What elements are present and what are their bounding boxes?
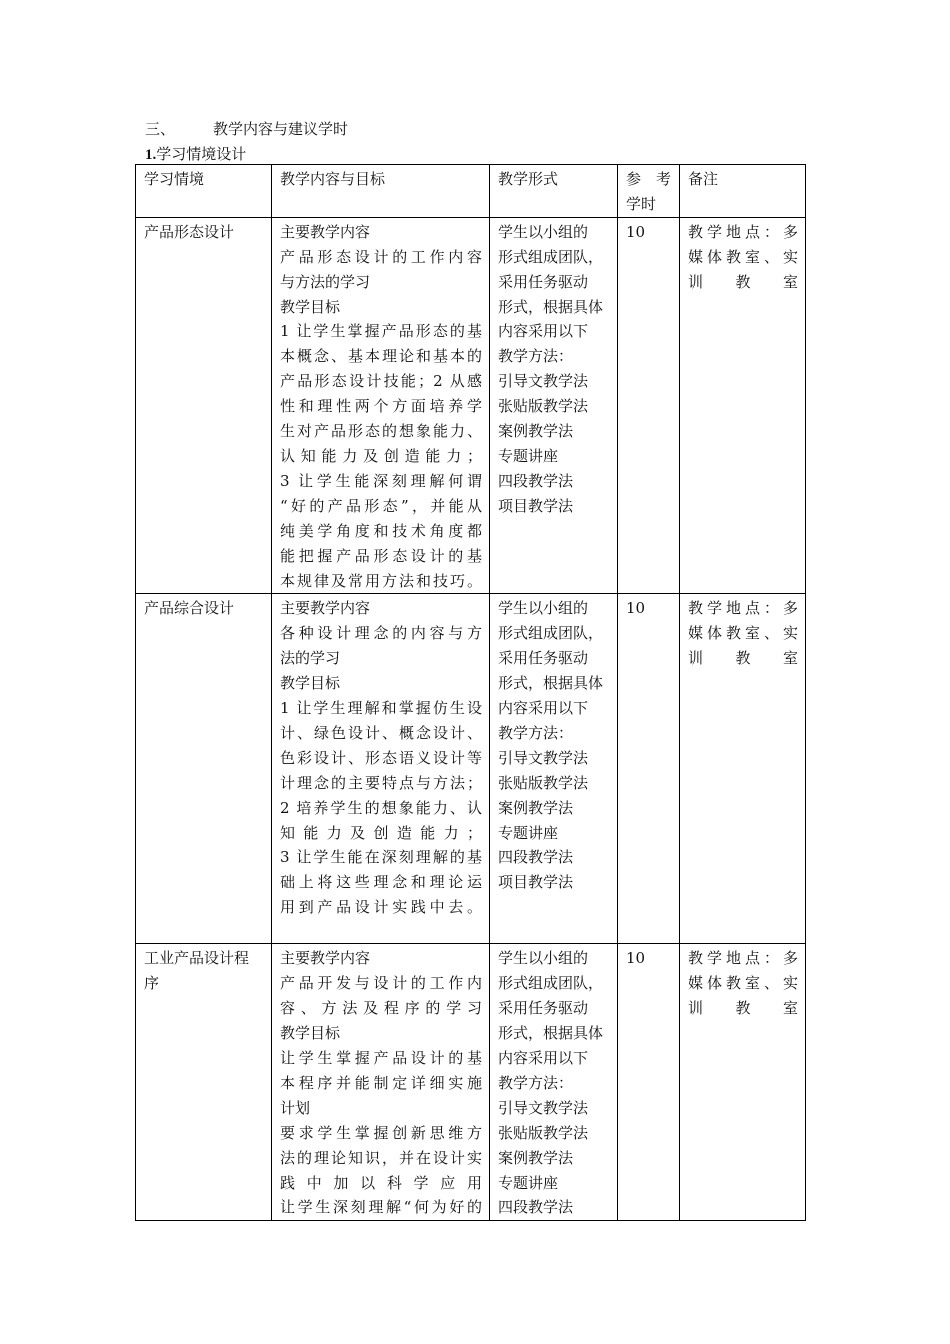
content-line: 法的学习 bbox=[280, 649, 341, 668]
content-line: 生对产品形态的想象能力、 bbox=[280, 422, 482, 441]
content-line: 教学目标 bbox=[280, 297, 341, 316]
situation-line: 序 bbox=[144, 974, 160, 993]
section-number: 三、 bbox=[145, 120, 176, 138]
form-line: 引导文教学法 bbox=[498, 1098, 589, 1117]
form-line: 张贴版教学法 bbox=[498, 397, 589, 416]
content-line: 让学生深刻理解“何为好的 bbox=[280, 1198, 482, 1217]
content-line: 主要教学内容 bbox=[280, 222, 371, 241]
notes-line: 教学地点：多 bbox=[688, 599, 798, 618]
content-line: 3 让学生能深刻理解何谓 bbox=[280, 471, 482, 490]
table-row bbox=[136, 944, 806, 1221]
header-hours-line1: 参 考 bbox=[626, 170, 672, 188]
content-line: 3 让学生能在深刻理解的基 bbox=[280, 848, 482, 867]
cell-hours: 10 bbox=[618, 594, 680, 944]
cell-form bbox=[490, 944, 618, 1221]
form-line: 引导文教学法 bbox=[498, 372, 589, 391]
situation-table bbox=[135, 164, 806, 1221]
form-line: 项目教学法 bbox=[498, 873, 574, 892]
content-line: 教学目标 bbox=[280, 674, 341, 693]
notes-line: 训教室 bbox=[688, 999, 798, 1018]
form-line: 内容采用以下 bbox=[498, 322, 589, 341]
content-line: 要求学生掌握创新思维方 bbox=[280, 1123, 482, 1142]
form-line: 四段教学法 bbox=[498, 471, 574, 490]
form-line: 采用任务驱动 bbox=[498, 272, 589, 291]
content-line: 计理念的主要特点与方法； bbox=[280, 773, 482, 792]
form-line: 专题讲座 bbox=[498, 1173, 559, 1192]
form-line: 形式，根据具体 bbox=[498, 297, 604, 316]
form-line: 教学方法： bbox=[498, 1073, 574, 1092]
header-notes: 备注 bbox=[680, 165, 806, 218]
content-line: 教学目标 bbox=[280, 1024, 341, 1043]
content-line: 纯美学角度和技术角度都 bbox=[280, 521, 482, 540]
subsection-number: 1. bbox=[145, 147, 157, 163]
header-hours bbox=[618, 165, 680, 218]
content-line: 践中加以科学应用 bbox=[280, 1173, 482, 1192]
cell-form bbox=[490, 594, 618, 944]
form-line: 内容采用以下 bbox=[498, 699, 589, 718]
notes-line: 训教室 bbox=[688, 272, 798, 291]
content-line: 色彩设计、形态语义设计等 bbox=[280, 748, 482, 767]
section-title: 教学内容与建议学时 bbox=[213, 120, 349, 138]
content-line: 2 培养学生的想象能力、认 bbox=[280, 798, 482, 817]
content-line: 产品形态设计的工作内容 bbox=[280, 247, 482, 266]
content-line: 与方法的学习 bbox=[280, 272, 371, 291]
form-line: 案例教学法 bbox=[498, 798, 574, 817]
cell-situation bbox=[136, 217, 272, 594]
section-heading bbox=[145, 118, 348, 140]
content-line: 能把握产品形态设计的基 bbox=[280, 546, 482, 565]
table-header-row bbox=[136, 165, 806, 218]
form-line: 学生以小组的 bbox=[498, 949, 589, 968]
header-form: 教学形式 bbox=[490, 165, 618, 218]
cell-content bbox=[272, 217, 490, 594]
cell-situation bbox=[136, 944, 272, 1221]
notes-line: 教学地点：多 bbox=[688, 949, 798, 968]
content-line: 主要教学内容 bbox=[280, 599, 371, 618]
cell-hours: 10 bbox=[618, 944, 680, 1221]
content-line: 主要教学内容 bbox=[280, 949, 371, 968]
form-line: 采用任务驱动 bbox=[498, 999, 589, 1018]
form-line: 形式组成团队， bbox=[498, 974, 604, 993]
form-line: 内容采用以下 bbox=[498, 1049, 589, 1068]
subsection-title: 学习情境设计 bbox=[156, 145, 247, 163]
cell-notes bbox=[680, 217, 806, 594]
form-line: 教学方法： bbox=[498, 723, 574, 742]
form-line: 形式组成团队， bbox=[498, 624, 604, 643]
content-line: 认知能力及创造能力； bbox=[280, 446, 482, 465]
notes-line: 教学地点：多 bbox=[688, 222, 798, 241]
form-line: 学生以小组的 bbox=[498, 599, 589, 618]
subsection-heading bbox=[145, 143, 246, 166]
form-line: 专题讲座 bbox=[498, 823, 559, 842]
header-hours-line2: 学时 bbox=[626, 194, 657, 213]
notes-line: 媒体教室、实 bbox=[688, 974, 798, 993]
content-line: 1 让学生理解和掌握仿生设 bbox=[280, 699, 482, 718]
cell-notes bbox=[680, 594, 806, 944]
form-line: 案例教学法 bbox=[498, 1148, 574, 1167]
content-line: 性和理性两个方面培养学 bbox=[280, 397, 482, 416]
situation-line: 工业产品设计程 bbox=[144, 949, 250, 968]
form-line: 形式，根据具体 bbox=[498, 1024, 604, 1043]
content-line: 产品形态设计技能；2 从感 bbox=[280, 372, 482, 391]
header-situation: 学习情境 bbox=[136, 165, 272, 218]
form-line: 引导文教学法 bbox=[498, 748, 589, 767]
content-line: 计、绿色设计、概念设计、 bbox=[280, 723, 482, 742]
content-line: 知能力及创造能力； bbox=[280, 823, 482, 842]
cell-content bbox=[272, 594, 490, 944]
form-line: 案例教学法 bbox=[498, 422, 574, 441]
form-line: 专题讲座 bbox=[498, 446, 559, 465]
notes-line: 训教室 bbox=[688, 649, 798, 668]
cell-notes bbox=[680, 944, 806, 1221]
form-line: 形式，根据具体 bbox=[498, 674, 604, 693]
form-line: 四段教学法 bbox=[498, 1198, 574, 1217]
cell-form bbox=[490, 217, 618, 594]
content-line: 本程序并能制定详细实施 bbox=[280, 1073, 482, 1092]
content-line: 容、方法及程序的学习 bbox=[280, 999, 482, 1018]
table-row bbox=[136, 217, 806, 594]
form-line: 四段教学法 bbox=[498, 848, 574, 867]
content-line: 本规律及常用方法和技巧。 bbox=[280, 571, 482, 590]
form-line: 张贴版教学法 bbox=[498, 1123, 589, 1142]
content-line: 产品开发与设计的工作内 bbox=[280, 974, 482, 993]
form-line: 项目教学法 bbox=[498, 496, 574, 515]
cell-content bbox=[272, 944, 490, 1221]
cell-situation bbox=[136, 594, 272, 944]
content-line: 本概念、基本理论和基本的 bbox=[280, 347, 482, 366]
content-line: 各种设计理念的内容与方 bbox=[280, 624, 482, 643]
content-line: 计划 bbox=[280, 1098, 311, 1117]
cell-hours: 10 bbox=[618, 217, 680, 594]
content-line: 1 让学生掌握产品形态的基 bbox=[280, 322, 482, 341]
content-line: “好的产品形态”，并能从 bbox=[280, 496, 482, 515]
form-line: 学生以小组的 bbox=[498, 222, 589, 241]
table-row bbox=[136, 594, 806, 944]
form-line: 张贴版教学法 bbox=[498, 773, 589, 792]
header-content: 教学内容与目标 bbox=[272, 165, 490, 218]
content-line: 让学生掌握产品设计的基 bbox=[280, 1049, 482, 1068]
situation-line: 产品形态设计 bbox=[144, 222, 235, 241]
form-line: 形式组成团队， bbox=[498, 247, 604, 266]
content-line: 用到产品设计实践中去。 bbox=[280, 898, 482, 917]
notes-line: 媒体教室、实 bbox=[688, 624, 798, 643]
form-line: 教学方法： bbox=[498, 347, 574, 366]
notes-line: 媒体教室、实 bbox=[688, 247, 798, 266]
content-line: 法的理论知识，并在设计实 bbox=[280, 1148, 482, 1167]
content-line: 础上将这些理念和理论运 bbox=[280, 873, 482, 892]
situation-line: 产品综合设计 bbox=[144, 599, 235, 618]
form-line: 采用任务驱动 bbox=[498, 649, 589, 668]
